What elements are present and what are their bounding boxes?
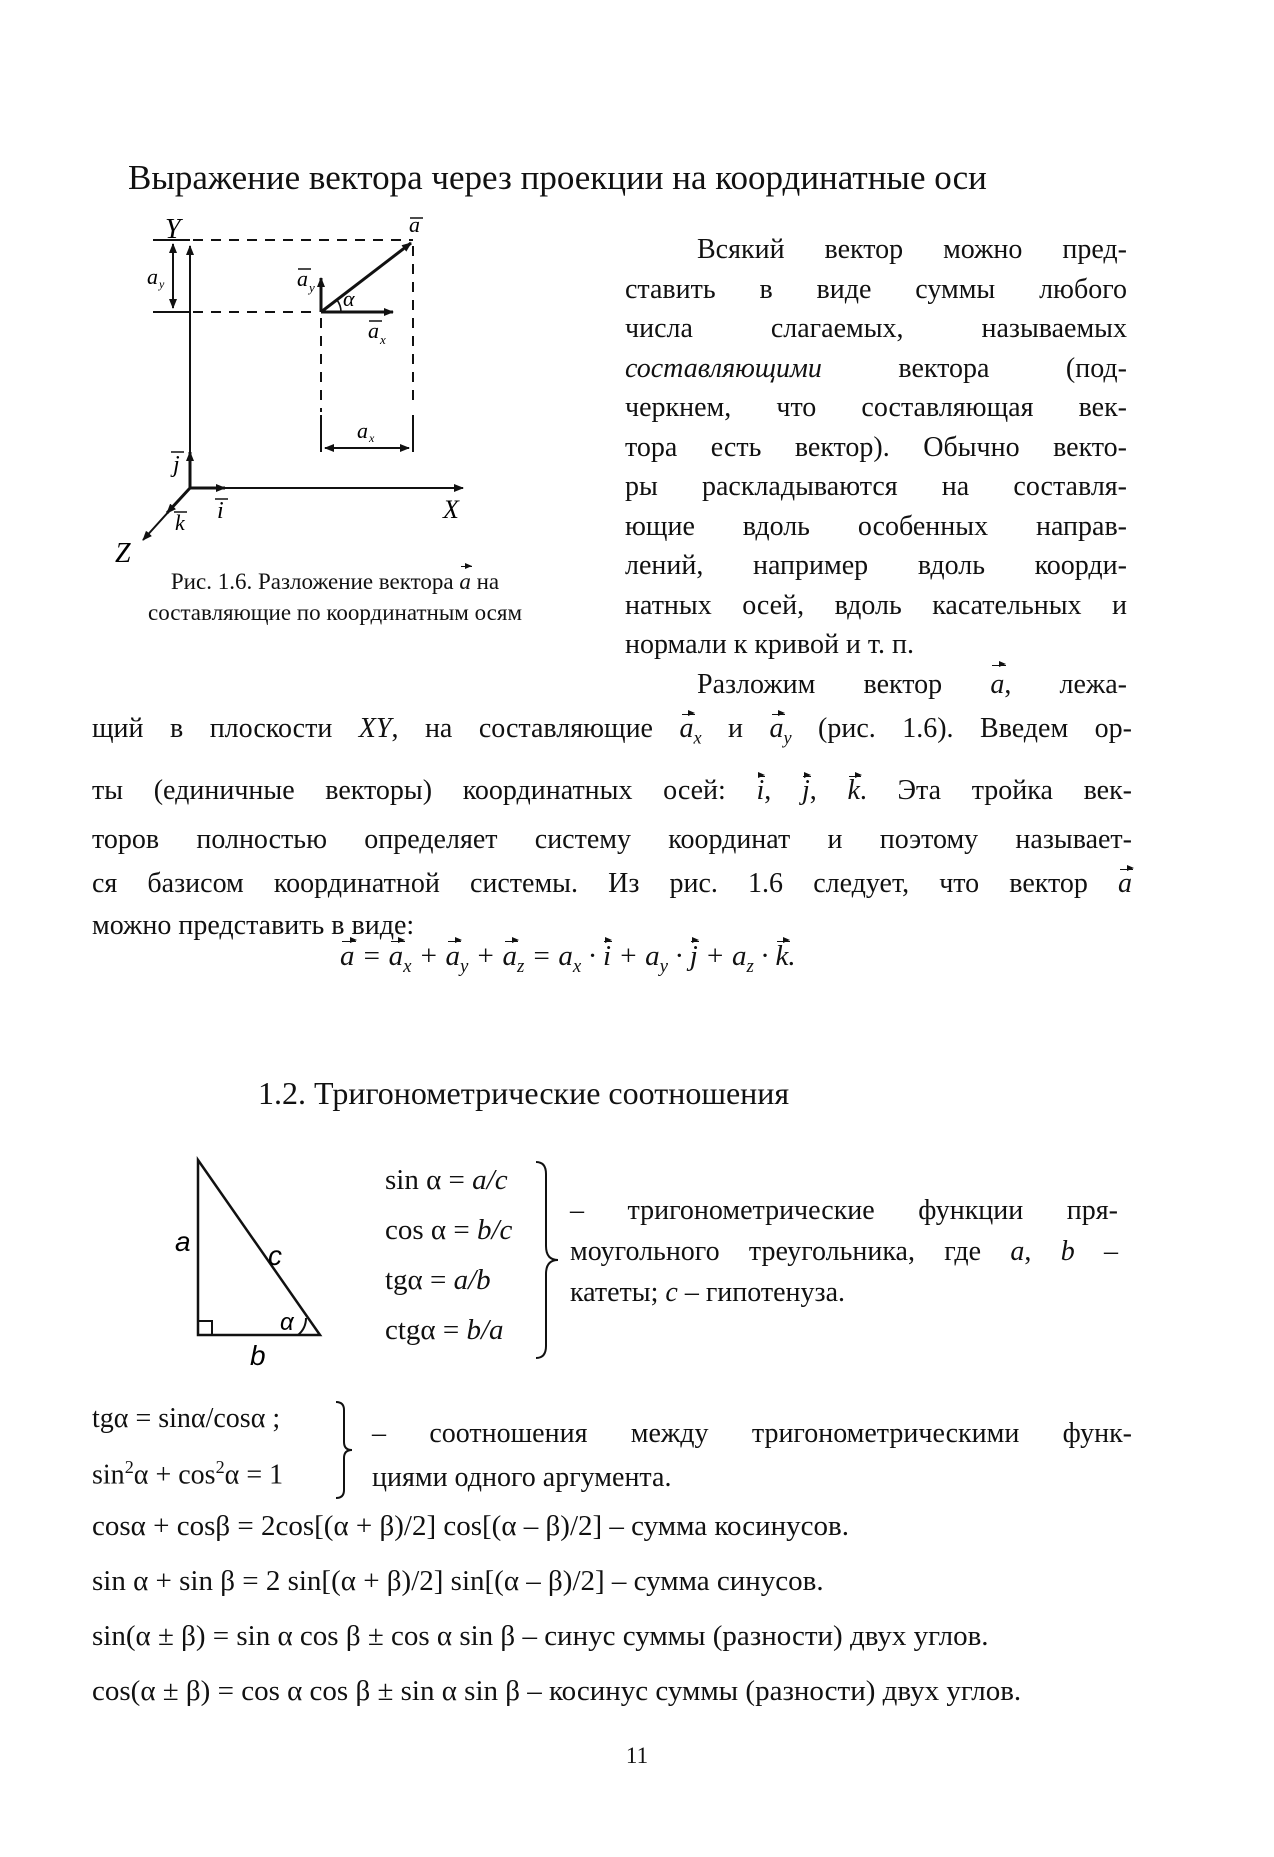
- rel-end: α = 1: [224, 1459, 284, 1491]
- tg-lhs: tgα =: [385, 1264, 454, 1296]
- trig-function-list: [385, 1155, 512, 1355]
- unit-k: k: [847, 775, 860, 806]
- text-line-2b: . Эта тройка век-: [859, 775, 1132, 806]
- fn-desc-3c: – гипотенуза.: [677, 1277, 846, 1308]
- para-line-10: натных осей, вдоль касательных и: [625, 589, 1127, 621]
- fn-desc-2e: –: [1074, 1236, 1119, 1267]
- text-line-2a: ты (единичные векторы) координатных осей:: [92, 775, 757, 806]
- text-line-2: ты (единичные векторы) координатных осей: i, j, k. Эта тройка век-: [92, 775, 1132, 806]
- page-number: 11: [625, 1743, 649, 1768]
- text-line-1a: щий в плоскости: [92, 713, 359, 744]
- eq-ax: a: [388, 940, 404, 972]
- figure-caption: [100, 566, 570, 628]
- relation-pythagorean: [92, 1443, 283, 1499]
- para-line-3: числа слагаемых, называемых: [625, 313, 1127, 344]
- right-angle-mark: [198, 1321, 212, 1335]
- identity-sin-sum: sin α + sin β = 2 sin[(α + β)/2] sin[(α – β)/2] – сумма синусов.: [92, 1565, 824, 1597]
- text-line-1d: и: [701, 713, 770, 744]
- sin-def: [385, 1155, 512, 1205]
- eq-sub-z: z: [516, 955, 525, 977]
- fn-desc-3a: катеты;: [570, 1277, 666, 1308]
- identity-sin-angle-sum: sin(α ± β) = sin α cos β ± cos α sin β – синус суммы (разности) двух углов.: [92, 1620, 989, 1652]
- fn-desc-2a: моугольного треугольника, где: [570, 1236, 1011, 1267]
- section-title: Выражение вектора через проекции на координатные оси: [128, 158, 987, 197]
- caption-line1: Рис. 1.6. Разложение вектора: [170, 569, 460, 594]
- eq-scalar-ax: a: [558, 940, 573, 972]
- sin-lhs: sin α =: [385, 1164, 473, 1196]
- fn-desc-2c: ,: [1024, 1236, 1061, 1267]
- vec-a: a: [990, 665, 1004, 705]
- term-components: составляющими: [625, 352, 822, 384]
- vec-ay: a: [769, 713, 784, 744]
- fn-desc-3b: c: [665, 1277, 678, 1308]
- cos-def: [385, 1205, 512, 1255]
- vector-decomposition-figure: [115, 212, 565, 570]
- eq-sub-z2: z: [746, 955, 754, 977]
- text-line-1: [92, 713, 1132, 749]
- rel-sup1: 2: [124, 1457, 134, 1477]
- unit-j: j: [801, 775, 810, 806]
- para-line-12a: Разложим вектор: [697, 668, 991, 700]
- label-proj-ax-sub: x: [369, 431, 375, 445]
- caption-line2: составляющие по координатным осям: [147, 600, 523, 625]
- label-proj-ay: a: [147, 264, 158, 289]
- para-line-12: [625, 665, 1127, 705]
- rel-sin: sin: [92, 1459, 125, 1491]
- ctg-lhs: ctgα =: [385, 1314, 467, 1346]
- eq-i: i: [603, 940, 612, 972]
- eq-scalar-az: a: [731, 940, 747, 972]
- caption-line1-end: на: [470, 569, 500, 594]
- label-z-axis: Z: [115, 538, 131, 569]
- text-line-5: можно представить в виде:: [92, 910, 415, 941]
- para-line-9: лений, например вдоль коорди-: [625, 550, 1127, 581]
- sub-x: x: [693, 727, 702, 748]
- intro-paragraph: [625, 230, 1127, 704]
- text-line-1e: (рис. 1.6). Введем ор-: [791, 713, 1133, 744]
- label-proj-ay-sub: y: [159, 277, 165, 291]
- tri-label-c: c: [268, 1240, 282, 1271]
- para-line-1: Всякий вектор можно пред-: [697, 234, 1127, 265]
- ctg-def: [385, 1305, 512, 1355]
- ctg-rhs: b/a: [466, 1314, 504, 1346]
- triangle-outline: [198, 1160, 320, 1335]
- fn-desc-line-2: [570, 1231, 1118, 1272]
- eq-j: j: [689, 940, 698, 972]
- text-line-4a: ся базисом координатной системы. Из рис. 1.6 следует, что вектор: [92, 868, 1118, 899]
- para-line-12b: , лежа-: [1004, 668, 1127, 700]
- para-line-5: черкнем, что составляющая век-: [625, 392, 1127, 423]
- para-line-4: [625, 349, 1127, 389]
- text-line-3: торов полностью определяет систему координат и поэтому называет-: [92, 824, 1132, 855]
- caption-vector-a: a: [459, 566, 471, 597]
- label-unit-k: k: [175, 510, 185, 535]
- label-alpha: α: [343, 286, 355, 311]
- label-proj-ax: a: [357, 418, 368, 443]
- curly-brace-right: [532, 1160, 562, 1360]
- tg-rhs: a/b: [453, 1264, 491, 1296]
- relation-tg: tgα = sinα/cosα ;: [92, 1403, 281, 1434]
- cos-rhs: b/c: [476, 1214, 513, 1246]
- alpha-arc: [337, 300, 341, 312]
- tg-def: [385, 1255, 512, 1305]
- para-line-6: тора есть вектор). Обычно векто-: [625, 431, 1127, 463]
- tri-label-a: a: [175, 1226, 191, 1257]
- identity-cos-angle-sum: cos(α ± β) = cos α cos β ± sin α sin β – косинус суммы (разности) двух углов.: [92, 1675, 1022, 1707]
- label-unit-i: i: [217, 498, 224, 524]
- vector-sum-equation: $a = a_x + a_y + a_z = a_x \cdot i + a_y \cdot j + a_z \cdot k$.: [340, 940, 796, 977]
- para-line-4-rest: вектора (под-: [821, 352, 1127, 384]
- vec-ax: a: [679, 713, 694, 744]
- para-line-8: ющие вдоль особенных направ-: [625, 510, 1127, 542]
- para-line-7: ры раскладываются на составля-: [625, 471, 1127, 502]
- label-unit-j: j: [173, 452, 180, 478]
- fn-desc-line-1: – тригонометрические функции пря-: [570, 1195, 1118, 1226]
- eq-sub-x2: x: [572, 955, 582, 977]
- label-y-axis: Y: [165, 214, 181, 245]
- cos-lhs: cos α =: [385, 1214, 477, 1246]
- sub-y: y: [783, 727, 792, 748]
- pair-desc-line-2: циями одного аргумента.: [372, 1462, 672, 1493]
- pair-desc-line-1: – соотношения между тригонометрическими функ-: [372, 1418, 1132, 1449]
- label-vector-ay-sub: y: [309, 280, 315, 295]
- rel-sup2: 2: [215, 1457, 225, 1477]
- text-line-1c: , на составляющие: [391, 713, 680, 744]
- eq-sub-x: x: [403, 955, 412, 977]
- identity-cos-sum: cosα + cosβ = 2cos[(α + β)/2] cos[(α – β)/2] – сумма косинусов.: [92, 1510, 849, 1542]
- trig-relations-description: [372, 1412, 1132, 1500]
- fn-desc-line-3: [570, 1272, 1118, 1313]
- fn-desc-2d: b: [1060, 1236, 1075, 1267]
- tri-label-alpha: α: [280, 1309, 294, 1336]
- text-line-4: [92, 868, 1132, 900]
- alpha-angle-arc: [298, 1318, 306, 1335]
- label-vector-ax: a: [368, 318, 379, 343]
- vec-a-2: a: [1118, 868, 1132, 899]
- eq-ay: a: [445, 940, 461, 972]
- label-vector-ay: a: [297, 266, 308, 291]
- label-vector-ax-sub: x: [380, 332, 386, 347]
- eq-k: k: [775, 940, 789, 972]
- vector-a: [321, 243, 411, 312]
- eq-scalar-ay: a: [645, 940, 660, 972]
- unit-i: i: [756, 775, 765, 806]
- trig-relations: [92, 1395, 283, 1499]
- plane-xy: XY: [358, 713, 392, 744]
- label-x-axis: X: [443, 495, 459, 524]
- tri-label-b: b: [250, 1340, 266, 1371]
- eq-sub-y: y: [460, 955, 469, 977]
- para-line-2: ставить в виде суммы любого: [625, 273, 1127, 305]
- trig-section-title: 1.2. Тригонометрические соотношения: [258, 1075, 790, 1111]
- eq-az: a: [502, 940, 517, 972]
- rel-mid: α + cos: [133, 1459, 216, 1491]
- label-vector-a: a: [409, 212, 420, 237]
- fn-desc-2b: a: [1010, 1236, 1025, 1267]
- trig-function-description: [570, 1190, 1118, 1313]
- curly-brace-right-small: [333, 1400, 355, 1500]
- sin-rhs: a/c: [472, 1164, 508, 1196]
- para-line-11: нормали к кривой и т. п.: [625, 629, 915, 660]
- eq-sub-y2: y: [659, 955, 669, 977]
- right-triangle-figure: [170, 1155, 340, 1371]
- eq-a: a: [340, 940, 355, 972]
